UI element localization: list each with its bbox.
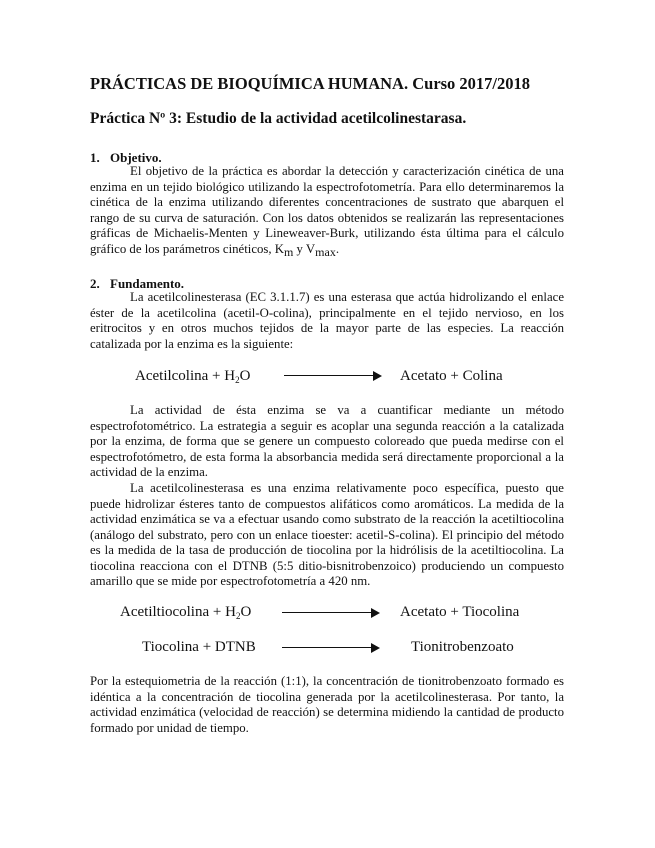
reactant-text: O bbox=[239, 368, 251, 384]
reaction-arrow-icon bbox=[282, 608, 380, 618]
km-subscript: m bbox=[284, 244, 294, 259]
reaction-arrow-icon bbox=[282, 643, 380, 653]
reaction-3-products: Tionitrobenzoato bbox=[411, 639, 514, 655]
reaction-1-products: Acetato + Colina bbox=[400, 368, 503, 384]
reaction-arrow-icon bbox=[284, 371, 382, 381]
subscript: 2 bbox=[235, 611, 241, 621]
section-title: Objetivo. bbox=[110, 150, 162, 165]
objetivo-text-vmax: y V bbox=[293, 241, 316, 256]
objetivo-paragraph bbox=[90, 164, 564, 257]
subscript: 2 bbox=[235, 375, 240, 385]
fundamento-paragraph-2: La actividad de ésta enzima se va a cuantificar mediante un método espectrofotométrico. La estrategia a seguir es acoplar una segunda reacción a la catalizada por la enzima, de forma que se genere un compuesto coloreado que pueda medirse con el espectrofotómetro, de esta forma la absorbancia medida será directamente proporcional a la actividad de la enzima. bbox=[90, 403, 564, 479]
reactant-text: O bbox=[240, 604, 252, 620]
reactant-text: Acetiltiocolina + H bbox=[120, 604, 236, 620]
fundamento-paragraph-3: La acetilcolinesterasa es una enzima relativamente poco específica, puesto que puede hidrolizar ésteres tanto de compuestos alifáticos como aromáticos. La medida de la actividad enzimática se va a efectuar usando como substrato de la reacción la acetiltiocolina (análogo del substrato, pero con un enlace tioester: acetil-S-colina). El principio del método es la medida de la tasa de producción de tiocolina por la hidrólisis de la acetiltiocolina. La tiocolina reacciona con el DTNB (5:5 ditio-bisnitrobenzoico) produciendo un compuesto amarillo que se mide por espectrofotometría a 420 nm. bbox=[90, 481, 564, 588]
fundamento-paragraph-4: Por la estequiometria de la reacción (1:1), la concentración de tionitrobenzoato formado es idéntica a la concentración de tiocolina generada por la acetilcolinesterasa. Por tanto, la actividad enzimática (velocidad de reacción) se determina midiendo la cantidad de producto formado por unidad de tiempo. bbox=[90, 674, 564, 735]
section-number: 2. bbox=[90, 276, 100, 291]
practice-title: Práctica Nº 3: Estudio de la actividad acetilcolinestarasa. bbox=[90, 110, 467, 127]
reaction-1-reactants bbox=[135, 368, 250, 385]
fundamento-paragraph-1: La acetilcolinesterasa (EC 3.1.1.7) es una esterasa que actúa hidrolizando el enlace éster de la acetilcolina (acetil-O-colina), principalmente en el tejido nervioso, en los eritrocitos y en otros muchos tejidos de la mayor parte de las especies. La reacción catalizada por la enzima es la siguiente: bbox=[90, 290, 564, 351]
objetivo-text: El objetivo de la práctica es abordar la detección y caracterización cinética de una enzima en un tejido biológico utilizando la espectrofotometría. Para ello determinaremos la cinética de la enzima utilizando diferentes concentraciones de sustrato que abarquen el rango de su curva de saturación. Con los datos obtenidos se realizarán las representaciones gráficas de Michaelis-Menten y Lineweaver-Burk, utilizando ésta última para el cálculo gráfico de los parámetros cinéticos, K bbox=[90, 164, 564, 256]
section-title: Fundamento. bbox=[110, 276, 185, 291]
document-title: PRÁCTICAS DE BIOQUÍMICA HUMANA. Curso 2017/2018 bbox=[90, 74, 531, 93]
vmax-subscript: max bbox=[315, 244, 336, 259]
objetivo-text-end: . bbox=[335, 241, 340, 256]
section-number: 1. bbox=[90, 150, 100, 165]
reaction-2-reactants bbox=[120, 604, 251, 621]
reactant-text: Acetilcolina + H bbox=[135, 368, 236, 384]
reaction-3-reactants: Tiocolina + DTNB bbox=[142, 639, 256, 655]
reaction-2-products: Acetato + Tiocolina bbox=[400, 604, 520, 620]
